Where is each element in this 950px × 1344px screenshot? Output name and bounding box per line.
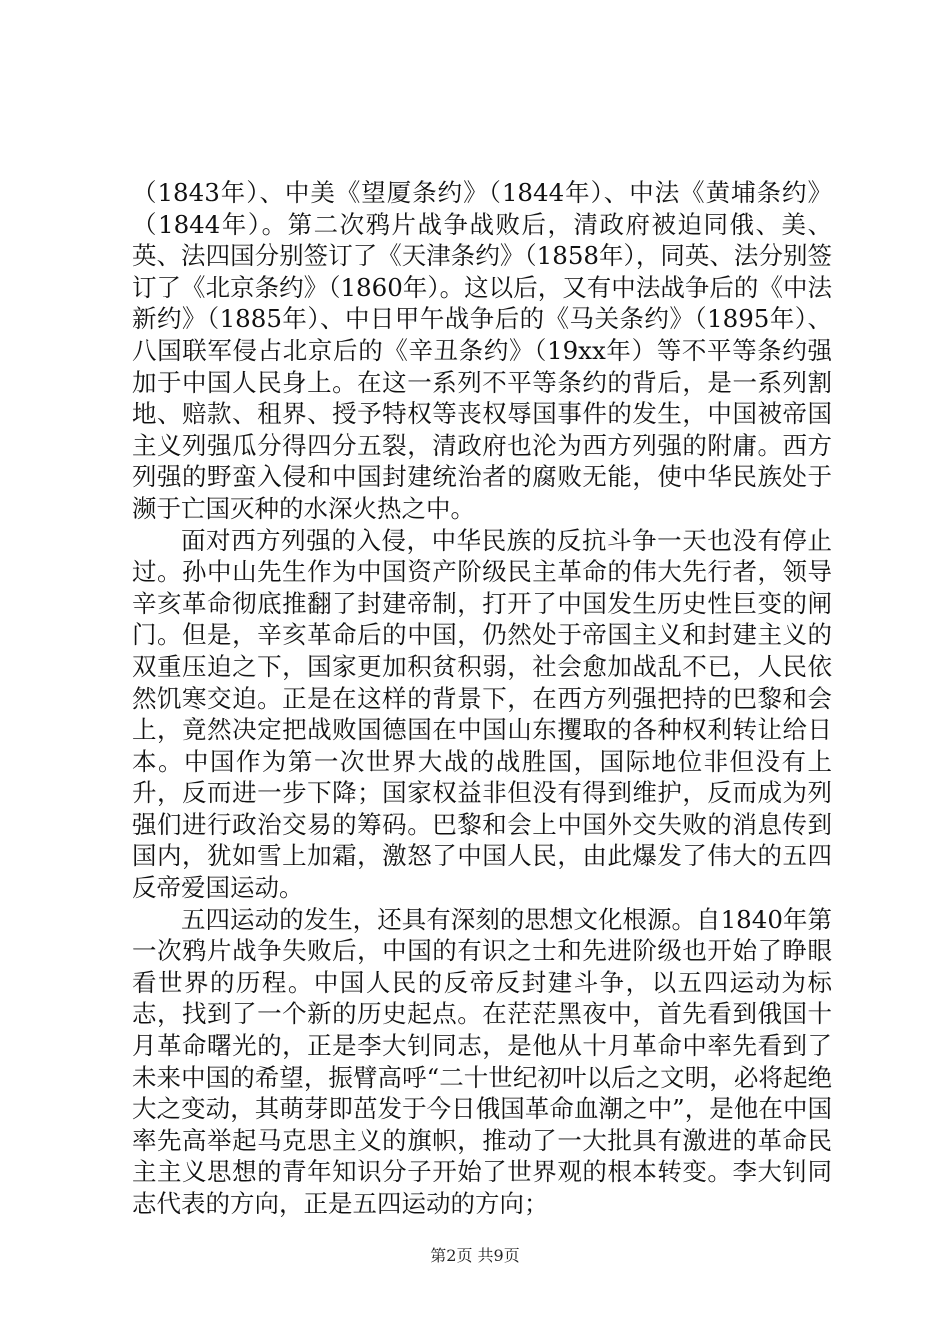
- paragraph-1: （1843年）、中美《望厦条约》（1844年）、中法《黄埔条约》（1844年）。第二次鸦片战争战败后，清政府被迫同俄、美、英、法四国分别签订了《天津条约》（1858年），同英、法分别签订了《北京条约》（1860年）。这以后，又有中法战争后的《中法新约》（1885年）、中日甲午战争后的《马关条约》（1895年）、八国联军侵占北京后的《辛丑条约》（19xx年）等不平等条约强加于中国人民身上。在这一系列不平等条约的背后，是一系列割地、赔款、租界、授予特权等丧权辱国事件的发生，中国被帝国主义列强瓜分得四分五裂，清政府也沦为西方列强的附庸。西方列强的野蛮入侵和中国封建统治者的腐败无能，使中华民族处于濒于亡国灭种的水深火热之中。: [132, 178, 832, 523]
- page-number-label: 第2页 共9页: [430, 1246, 520, 1265]
- paragraph-3: 五四运动的发生，还具有深刻的思想文化根源。自1840年第一次鸦片战争失败后，中国的有识之士和先进阶级也开始了睁眼看世界的历程。中国人民的反帝反封建斗争，以五四运动为标志，找到了一个新的历史起点。在茫茫黑夜中，首先看到俄国十月革命曙光的，正是李大钊同志，是他从十月革命中率先看到了未来中国的希望，振臂高呼“二十世纪初叶以后之文明，必将起绝大之变动，其萌芽即茁发于今日俄国革命血潮之中”，是他在中国率先高举起马克思主义的旗帜，推动了一大批具有激进的革命民主主义思想的青年知识分子开始了世界观的根本转变。李大钊同志代表的方向，正是五四运动的方向；: [132, 904, 832, 1218]
- paragraph-2: 面对西方列强的入侵，中华民族的反抗斗争一天也没有停止过。孙中山先生作为中国资产阶级民主革命的伟大先行者，领导辛亥革命彻底推翻了封建帝制，打开了中国发生历史性巨变的闸门。但是，辛亥革命后的中国，仍然处于帝国主义和封建主义的双重压迫之下，国家更加积贫积弱，社会愈加战乱不已，人民依然饥寒交迫。正是在这样的背景下，在西方列强把持的巴黎和会上，竟然决定把战败国德国在中国山东攫取的各种权利转让给日本。中国作为第一次世界大战的战胜国，国际地位非但没有上升，反而进一步下降；国家权益非但没有得到维护，反而成为列强们进行政治交易的筹码。巴黎和会上中国外交失败的消息传到国内，犹如雪上加霜，激怒了中国人民，由此爆发了伟大的五四反帝爱国运动。: [132, 525, 832, 903]
- document-body: [132, 177, 832, 1220]
- page-footer: [0, 1246, 950, 1266]
